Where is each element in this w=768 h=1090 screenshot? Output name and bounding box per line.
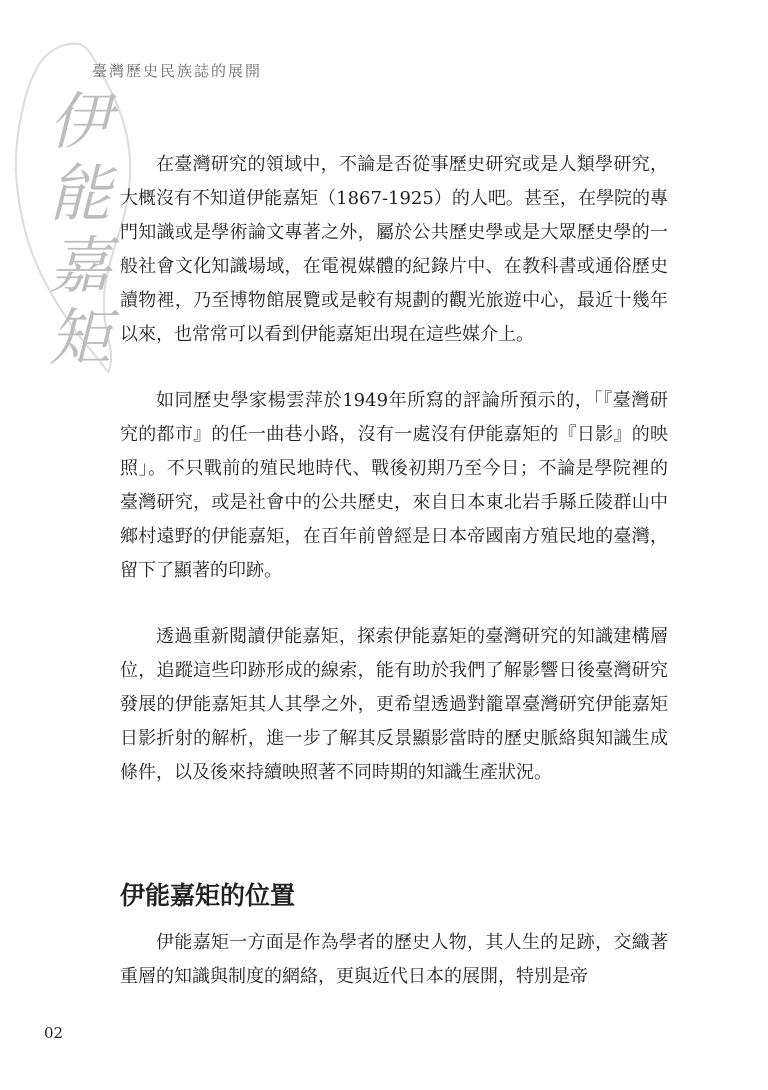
- paragraph: 如同歷史學家楊雲萍於1949年所寫的評論所預示的，「『臺灣研究的都市』的任一曲巷小路，沒有一處沒有伊能嘉矩的『日影』的映照」。不只戰前的殖民地時代、戰後初期乃至今日；不論是學院裡的臺灣研究，或是社會中的公共歷史，來自日本東北岩手縣丘陵群山中鄉村遠野的伊能嘉矩，在百年前曾經是日本帝國南方殖民地的臺灣，留下了顯著的印跡。: [120, 390, 668, 581]
- page-number: 02: [44, 1024, 64, 1042]
- vertical-title: [40, 86, 120, 374]
- paragraph: 透過重新閱讀伊能嘉矩，探索伊能嘉矩的臺灣研究的知識建構層位，追蹤這些印跡形成的線索，能有助於我們了解影響日後臺灣研究發展的伊能嘉矩其人其學之外，更希望透過對籠罩臺灣研究伊能嘉矩日影折射的解析，進一步了解其反景顯影當時的歷史脈絡與知識生成條件，以及後來持續映照著不同時期的知識生產狀況。: [120, 626, 668, 783]
- paragraph: 伊能嘉矩一方面是作為學者的歷史人物，其人生的足跡，交織著重層的知識與制度的網絡，更與近代日本的展開，特別是帝: [120, 932, 668, 987]
- body-text: [120, 148, 668, 822]
- section-heading: 伊能嘉矩的位置: [120, 881, 296, 910]
- vertical-title-char: 能: [48, 157, 111, 230]
- vertical-title-char: 伊: [48, 85, 111, 158]
- running-head: 臺灣歷史民族誌的展開: [92, 62, 263, 80]
- vertical-title-char: 嘉: [48, 229, 111, 302]
- vertical-title-char: 矩: [48, 301, 111, 374]
- paragraph: 在臺灣研究的領域中，不論是否從事歷史研究或是人類學研究，大概沒有不知道伊能嘉矩（1867-1925）的人吧。甚至，在學院的專門知識或是學術論文專著之外，屬於公共歷史學或是大眾歷史學的一般社會文化知識場域，在電視媒體的紀錄片中、在教科書或通俗歷史讀物裡，乃至博物館展覽或是較有規劃的觀光旅遊中心，最近十幾年以來，也常常可以看到伊能嘉矩出現在這些媒介上。: [120, 154, 668, 345]
